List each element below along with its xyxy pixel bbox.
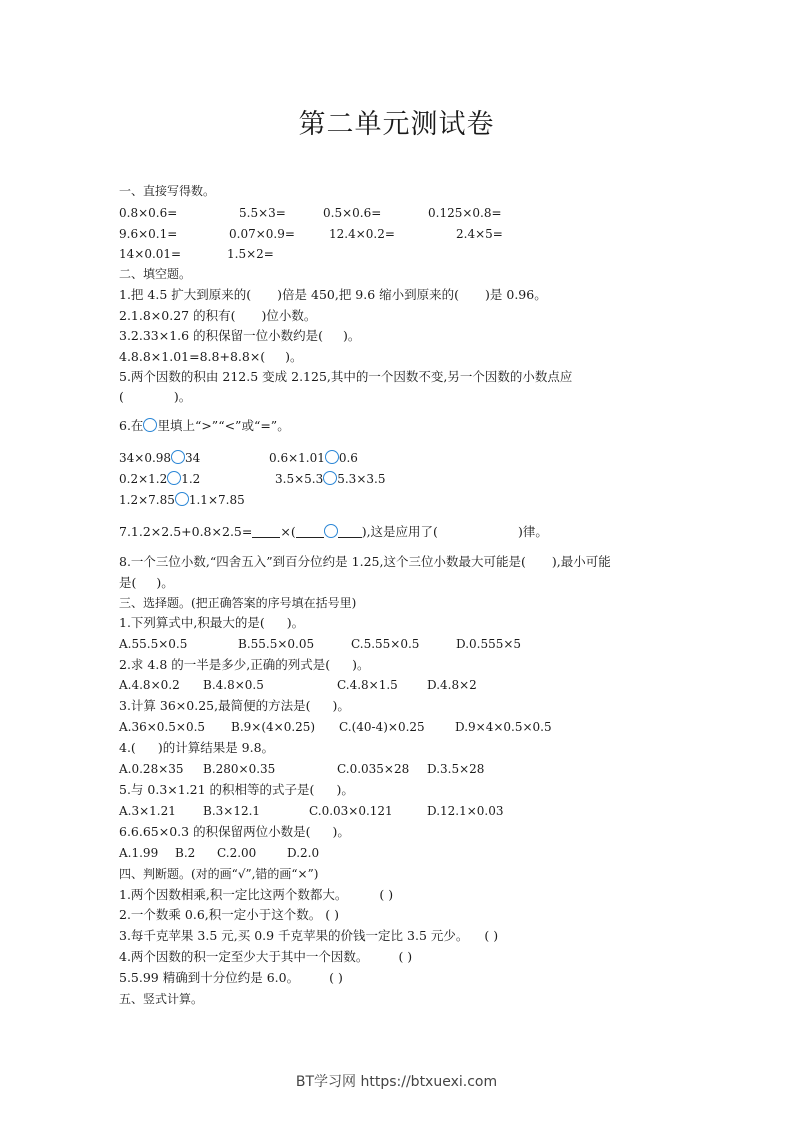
choice-option: B.3×12.1 xyxy=(203,804,261,818)
section-heading-5: 五、竖式计算。 xyxy=(119,992,204,1006)
choice-question: 1.下列算式中,积最大的是( )。 xyxy=(119,615,305,630)
judge-item: 3.每千克苹果 3.5 元,买 0.9 千克苹果的价钱一定比 3.5 元少。 ( ) xyxy=(119,928,499,943)
choice-option: C.0.035×28 xyxy=(337,762,410,776)
fill-question-5-answer: ( )。 xyxy=(119,389,192,404)
choice-option: D.3.5×28 xyxy=(427,762,485,776)
section-heading-1: 一、直接写得数。 xyxy=(119,184,216,198)
section-heading-4: 四、判断题。(对的画“√”,错的画“×”) xyxy=(119,867,319,881)
compare-row xyxy=(119,471,519,487)
fill-question-5: 5.两个因数的积由 212.5 变成 2.125,其中的一个因数不变,另一个因数的小数点应 xyxy=(119,369,573,384)
judge-item: 4.两个因数的积一定至少大于其中一个因数。 ( ) xyxy=(119,949,413,964)
choice-options xyxy=(119,636,679,652)
calc-item: 14×0.01= xyxy=(119,247,182,261)
fill-question-4: 4.8.8×1.01=8.8+8.8×( )。 xyxy=(119,349,303,364)
circle-blank-icon xyxy=(175,492,189,506)
choice-option: C.0.03×0.121 xyxy=(309,804,393,818)
section-heading-2: 二、填空题。 xyxy=(119,267,192,281)
choice-question: 2.求 4.8 的一半是多少,正确的列式是( )。 xyxy=(119,657,370,672)
calc-item: 0.125×0.8= xyxy=(428,206,502,220)
judge-item: 2.一个数乘 0.6,积一定小于这个数。 ( ) xyxy=(119,907,339,922)
choice-question: 6.6.65×0.3 的积保留两位小数是( )。 xyxy=(119,824,350,839)
choice-option: A.55.5×0.5 xyxy=(119,637,188,651)
choice-option: C.(40-4)×0.25 xyxy=(339,720,425,734)
calc-item: 0.5×0.6= xyxy=(323,206,382,220)
choice-option: C.2.00 xyxy=(217,846,257,860)
fill-question-8-answer: 是( )。 xyxy=(119,575,174,590)
calc-item: 0.8×0.6= xyxy=(119,206,178,220)
circle-blank-icon xyxy=(167,471,181,485)
fill-question-3: 3.2.33×1.6 的积保留一位小数约是( )。 xyxy=(119,328,361,343)
choice-option: D.4.8×2 xyxy=(427,678,477,692)
judge-item: 5.5.99 精确到十分位约是 6.0。 ( ) xyxy=(119,970,343,985)
choice-options xyxy=(119,677,679,693)
compare-item: 0.2×1.2 1.2 xyxy=(119,472,201,486)
fill-question-8: 8.一个三位小数,“四舍五入”到百分位约是 1.25,这个三位小数最大可能是( ),最小可能 xyxy=(119,554,611,569)
fill-question-6: 6.在 里填上“>”“<”或“=”。 xyxy=(119,418,290,433)
choice-option: B.55.5×0.05 xyxy=(238,637,315,651)
answer-blank xyxy=(252,525,280,538)
calc-item: 2.4×5= xyxy=(456,227,503,241)
choice-question: 3.计算 36×0.25,最简便的方法是( )。 xyxy=(119,698,350,713)
choice-options xyxy=(119,719,679,735)
choice-option: D.12.1×0.03 xyxy=(427,804,504,818)
choice-option: B.4.8×0.5 xyxy=(203,678,264,692)
calc-item: 1.5×2= xyxy=(227,247,274,261)
fill-question-1: 1.把 4.5 扩大到原来的( )倍是 450,把 9.6 缩小到原来的( )是 0.96。 xyxy=(119,287,547,302)
choice-option: B.280×0.35 xyxy=(203,762,276,776)
circle-blank-icon xyxy=(171,450,185,464)
answer-blank xyxy=(338,525,362,538)
circle-blank-icon xyxy=(324,524,338,538)
compare-item: 34×0.98 34 xyxy=(119,451,201,465)
judge-item: 1.两个因数相乘,积一定比这两个数都大。 ( ) xyxy=(119,887,394,902)
compare-item: 1.2×7.85 1.1×7.85 xyxy=(119,493,245,507)
section-heading-3: 三、选择题。(把正确答案的序号填在括号里) xyxy=(119,596,357,610)
calc-item: 12.4×0.2= xyxy=(329,227,395,241)
circle-blank-icon xyxy=(323,471,337,485)
choice-option: A.0.28×35 xyxy=(119,762,184,776)
choice-option: A.1.99 xyxy=(119,846,159,860)
choice-options xyxy=(119,761,679,777)
calc-row xyxy=(119,226,679,242)
choice-option: A.4.8×0.2 xyxy=(119,678,180,692)
answer-blank xyxy=(296,525,324,538)
page-title: 第二单元测试卷 xyxy=(298,109,495,140)
fill-question-2: 2.1.8×0.27 的积有( )位小数。 xyxy=(119,308,317,323)
choice-options xyxy=(119,845,679,861)
choice-option: D.2.0 xyxy=(287,846,320,860)
choice-option: B.9×(4×0.25) xyxy=(231,720,316,734)
compare-item: 3.5×5.3 5.3×3.5 xyxy=(275,472,386,486)
choice-option: C.5.55×0.5 xyxy=(351,637,420,651)
fill-question-7: 7.1.2×2.5+0.8×2.5= ×( ),这是应用了( )律。 xyxy=(119,524,548,539)
circle-blank-icon xyxy=(325,450,339,464)
choice-question: 5.与 0.3×1.21 的积相等的式子是( )。 xyxy=(119,782,354,797)
choice-option: A.3×1.21 xyxy=(119,804,176,818)
choice-options xyxy=(119,803,679,819)
choice-option: B.2 xyxy=(175,846,196,860)
calc-item: 0.07×0.9= xyxy=(229,227,295,241)
choice-option: A.36×0.5×0.5 xyxy=(119,720,206,734)
compare-row xyxy=(119,450,519,466)
calc-item: 9.6×0.1= xyxy=(119,227,178,241)
footer-watermark: BT学习网 https://btxuexi.com xyxy=(295,1074,498,1090)
choice-option: C.4.8×1.5 xyxy=(337,678,398,692)
calc-item: 5.5×3= xyxy=(239,206,286,220)
choice-question: 4.( )的计算结果是 9.8。 xyxy=(119,740,275,755)
calc-row xyxy=(119,246,679,262)
compare-item: 0.6×1.01 0.6 xyxy=(269,451,358,465)
choice-option: D.9×4×0.5×0.5 xyxy=(455,720,552,734)
circle-blank-icon xyxy=(143,418,157,432)
choice-option: D.0.555×5 xyxy=(456,637,522,651)
calc-row xyxy=(119,205,679,221)
